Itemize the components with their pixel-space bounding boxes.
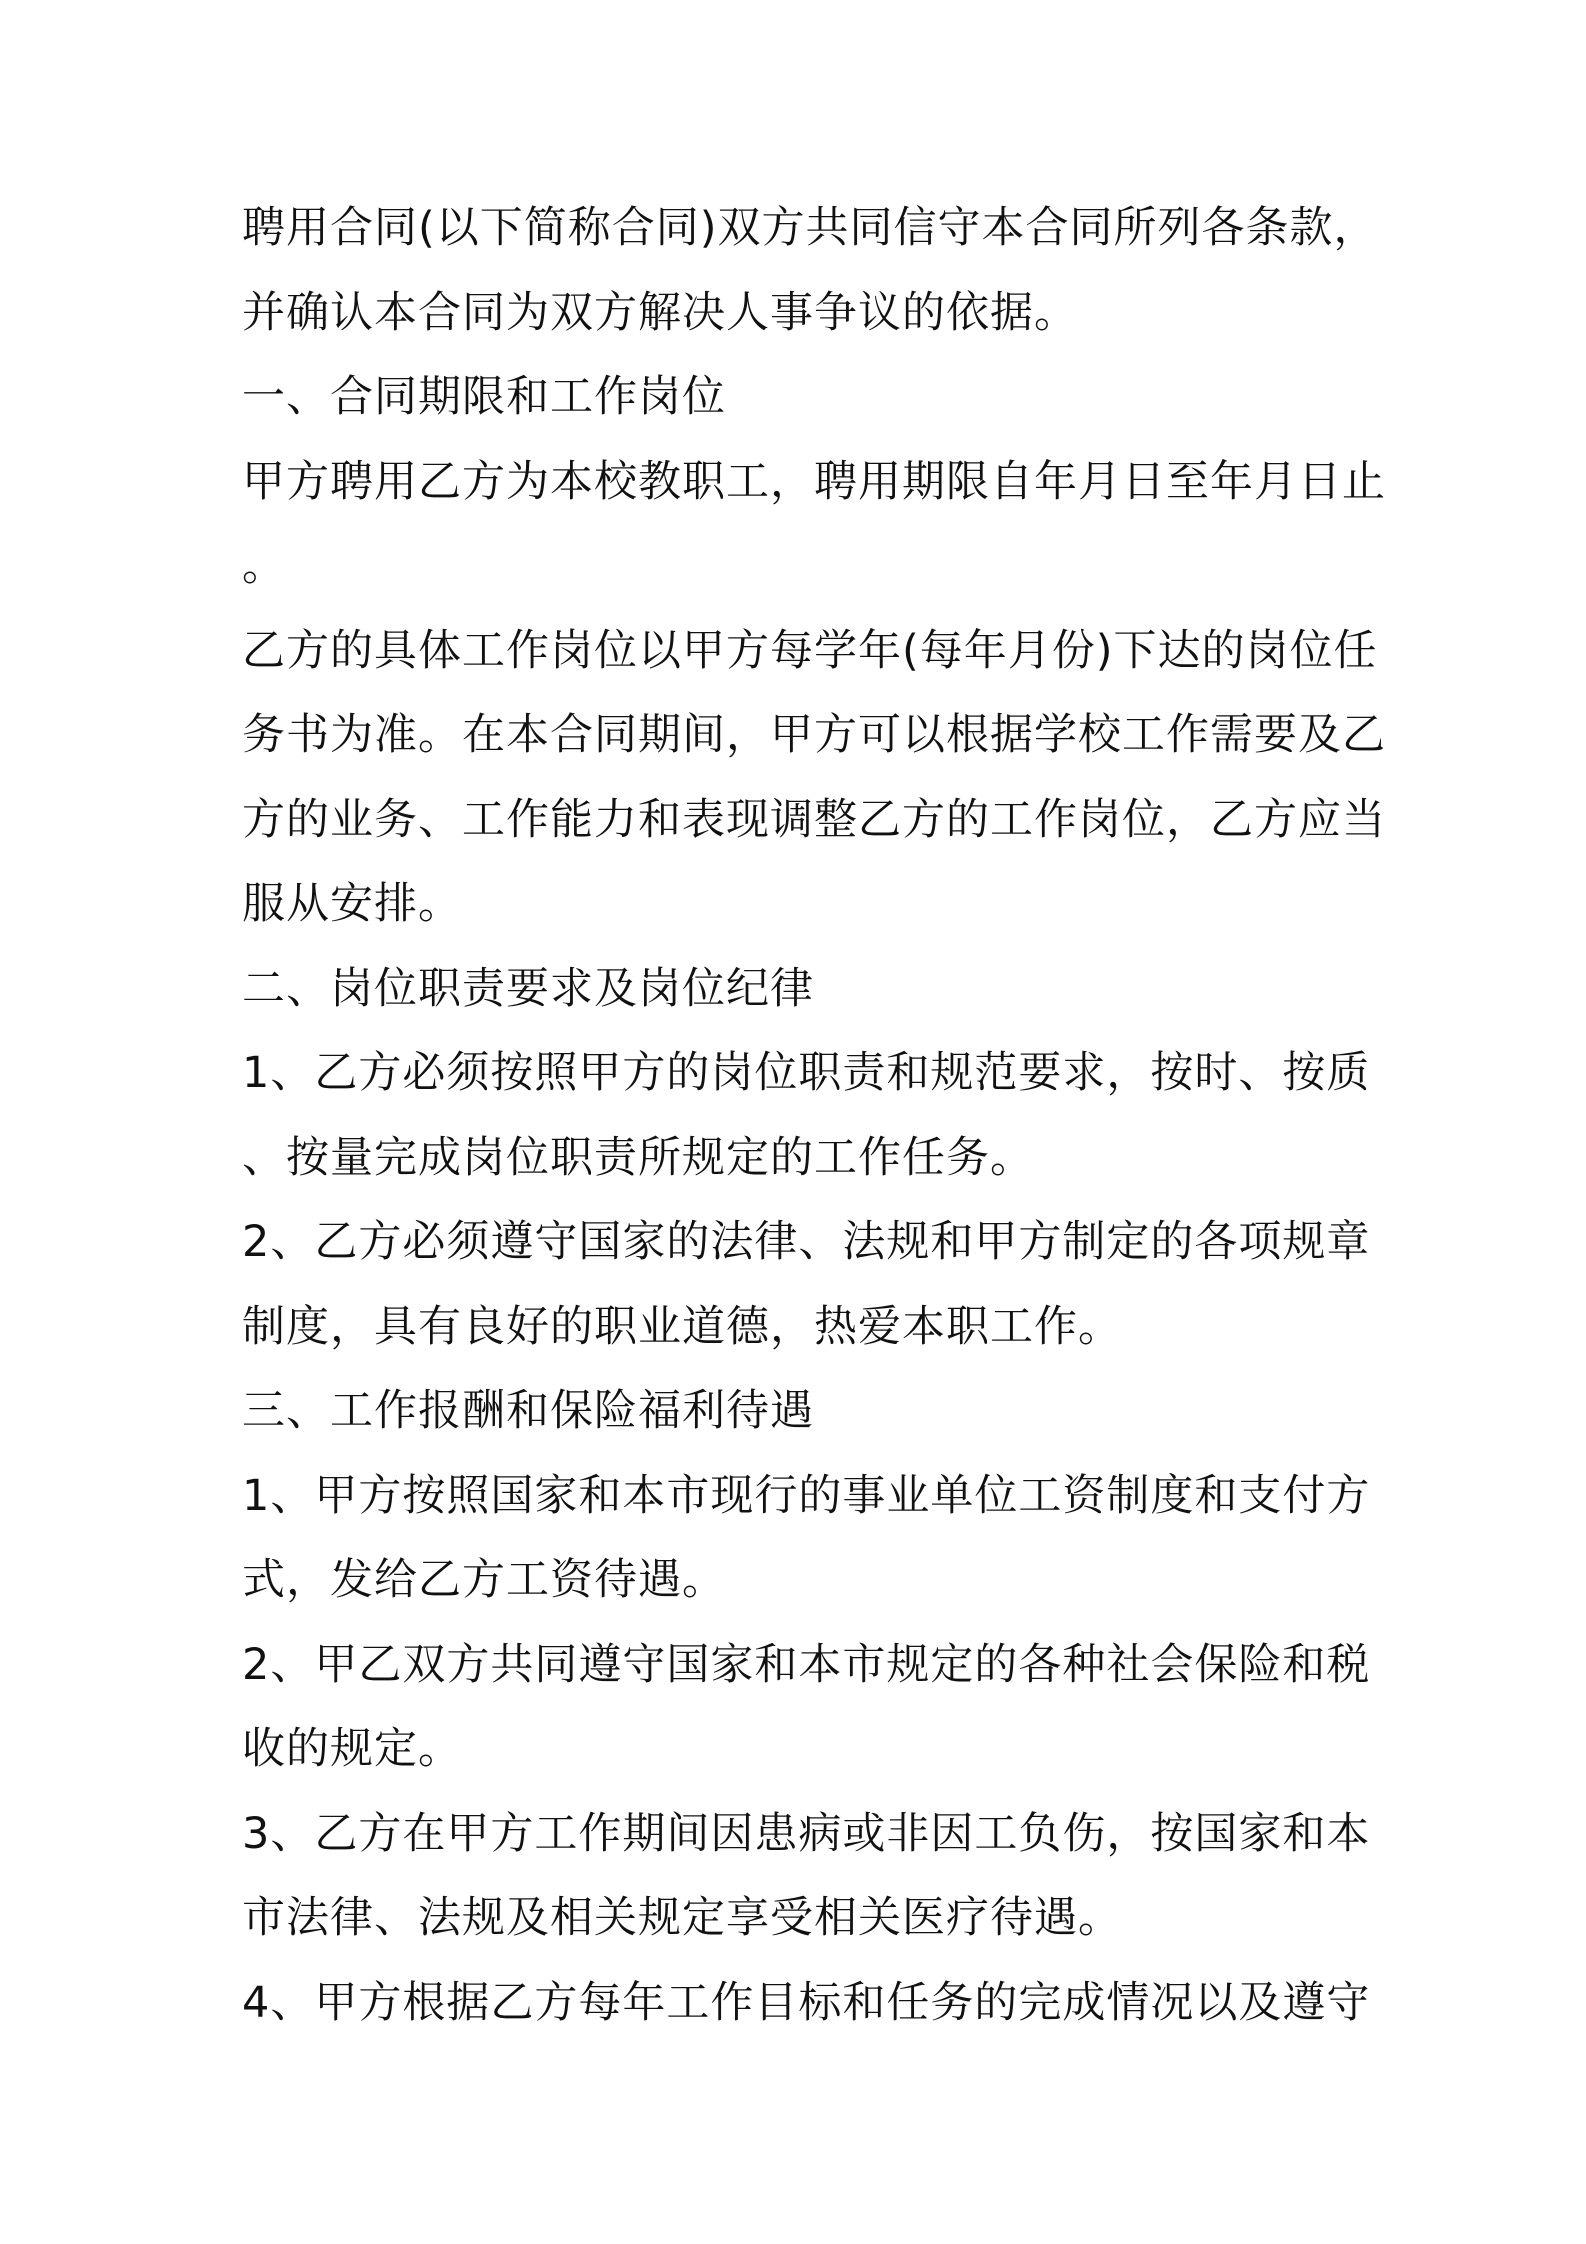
text-line: 2、甲乙双方共同遵守国家和本市规定的各种社会保险和税 <box>242 1640 1371 1690</box>
section-heading: 三、工作报酬和保险福利待遇 <box>242 1386 814 1436</box>
text-line: 4、甲方根据乙方每年工作目标和任务的完成情况以及遵守 <box>242 1978 1371 2028</box>
text-line: 务书为准。在本合同期间，甲方可以根据学校工作需要及乙 <box>242 710 1386 760</box>
text-line: 3、乙方在甲方工作期间因患病或非因工负伤，按国家和本 <box>242 1809 1371 1859</box>
text-line: 、按量完成岗位职责所规定的工作任务。 <box>242 1133 1034 1183</box>
text-line: 聘用合同(以下简称合同)双方共同信守本合同所列各条款， <box>242 203 1378 253</box>
text-line: 2、乙方必须遵守国家的法律、法规和甲方制定的各项规章 <box>242 1217 1371 1267</box>
text-line: 式，发给乙方工资待遇。 <box>242 1555 726 1605</box>
text-line: 1、乙方必须按照甲方的岗位职责和规范要求，按时、按质 <box>242 1048 1371 1098</box>
text-line: 市法律、法规及相关规定享受相关医疗待遇。 <box>242 1893 1122 1943</box>
section-heading: 二、岗位职责要求及岗位纪律 <box>242 964 814 1014</box>
text-line: 。 <box>242 541 286 591</box>
text-line: 乙方的具体工作岗位以甲方每学年(每年月份)下达的岗位任 <box>242 626 1378 676</box>
text-line: 收的规定。 <box>242 1724 462 1774</box>
text-line: 1、甲方按照国家和本市现行的事业单位工资制度和支付方 <box>242 1471 1371 1521</box>
text-line: 并确认本合同为双方解决人事争议的依据。 <box>242 288 1078 338</box>
text-line: 方的业务、工作能力和表现调整乙方的工作岗位，乙方应当 <box>242 795 1386 845</box>
text-line: 甲方聘用乙方为本校教职工，聘用期限自年月日至年月日止 <box>242 457 1386 507</box>
text-line: 制度，具有良好的职业道德，热爱本职工作。 <box>242 1302 1122 1352</box>
text-line: 服从安排。 <box>242 879 462 929</box>
section-heading: 一、合同期限和工作岗位 <box>242 372 726 422</box>
